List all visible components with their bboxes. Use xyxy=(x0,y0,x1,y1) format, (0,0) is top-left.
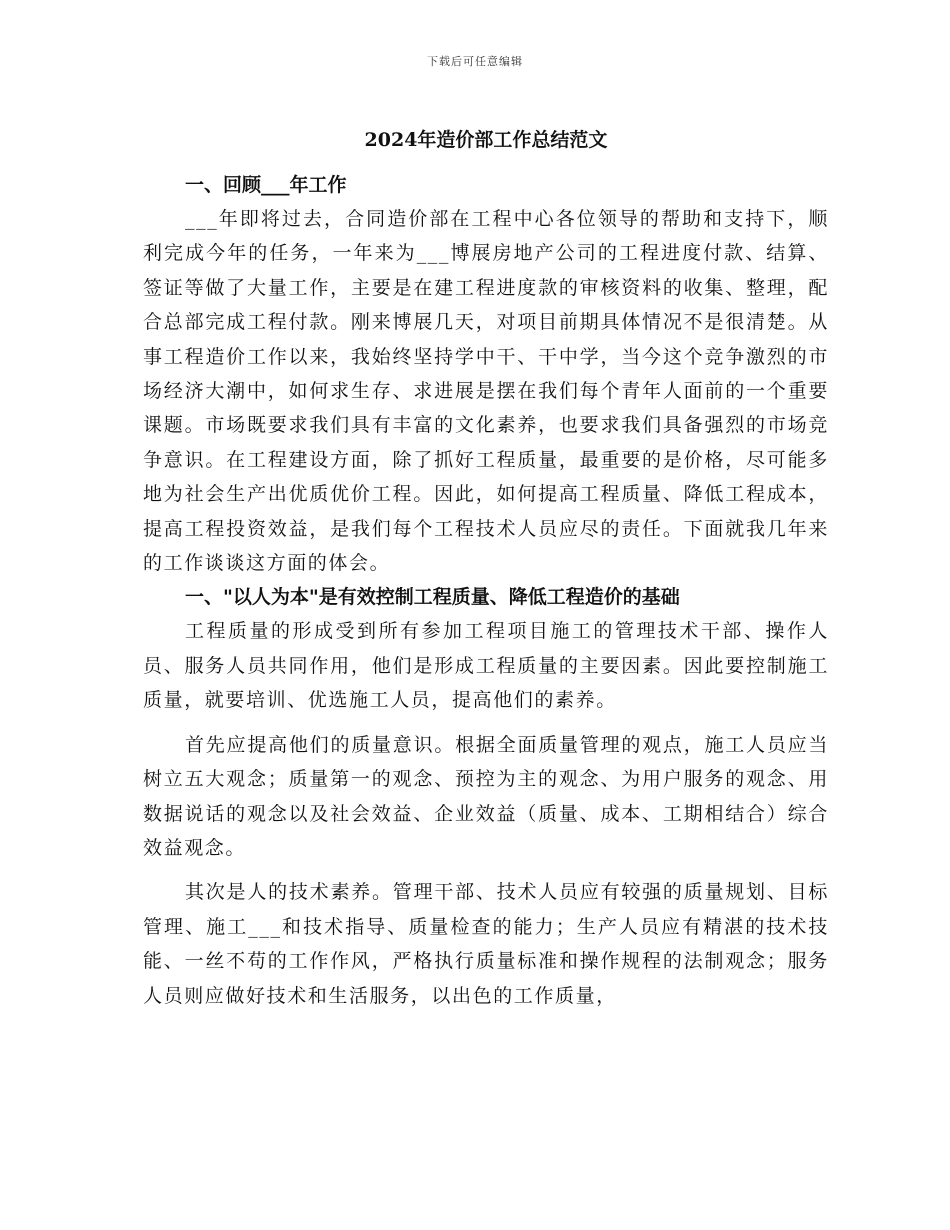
section-heading-people-first: 一、"以人为本"是有效控制工程质量、降低工程造价的基础 xyxy=(185,586,680,609)
paragraph-technical-skills: 其次是人的技术素养。管理干部、技术人员应有较强的质量规划、目标管理、施工___和技术指导、质量检查的能力；生产人员应有精湛的技术技能、一丝不苟的工作作风，严格执行质量标准和操作规程的法制观念；服务人员则应做好技术和生活服务，以出色的工作质量， xyxy=(143,881,829,1007)
page-header-note: 下载后可任意编辑 xyxy=(427,55,523,68)
paragraph-review: ___年即将过去，合同造价部在工程中心各位领导的帮助和支持下，顺利完成今年的任务，一年来为___博展房地产公司的工程进度付款、结算、签证等做了大量工作，主要是在建工程进度款的审核资料的收集、整理，配合总部完成工程付款。刚来博展几天，对项目前期具体情况不是很清楚。从事工程造价工作以来，我始终坚持学中干、干中学，当今这个竞争激烈的市场经济大潮中，如何求生存、求进展是摆在我们每个青年人面前的一个重要课题。市场既要求我们具有丰富的文化素养，也要求我们具备强烈的市场竞争意识。在工程建设方面，除了抓好工程质量，最重要的是价格，尽可能多地为社会生产出优质优价工程。因此，如何提高工程质量、降低工程成本，提高工程投资效益，是我们每个工程技术人员应尽的责任。下面就我几年来的工作谈谈这方面的体会。 xyxy=(143,208,829,575)
paragraph-gap xyxy=(143,718,829,728)
section-heading-review: 一、回顾___年工作 xyxy=(185,174,347,196)
paragraph-quality-awareness: 首先应提高他们的质量意识。根据全面质量管理的观点，施工人员应当树立五大观念；质量第一的观念、预控为主的观念、为用户服务的观念、用数据说话的观念以及社会效益、企业效益（质量、成本、工期相结合）综合效益观念。 xyxy=(143,733,829,859)
document-body xyxy=(143,120,829,1013)
document-title: 2024年造价部工作总结范文 xyxy=(364,129,608,151)
paragraph-gap xyxy=(143,865,829,875)
paragraph-quality-factors: 工程质量的形成受到所有参加工程项目施工的管理技术干部、操作人员、服务人员共同作用，他们是形成工程质量的主要因素。因此要控制施工质量，就要培训、优选施工人员，提高他们的素养。 xyxy=(143,620,829,712)
